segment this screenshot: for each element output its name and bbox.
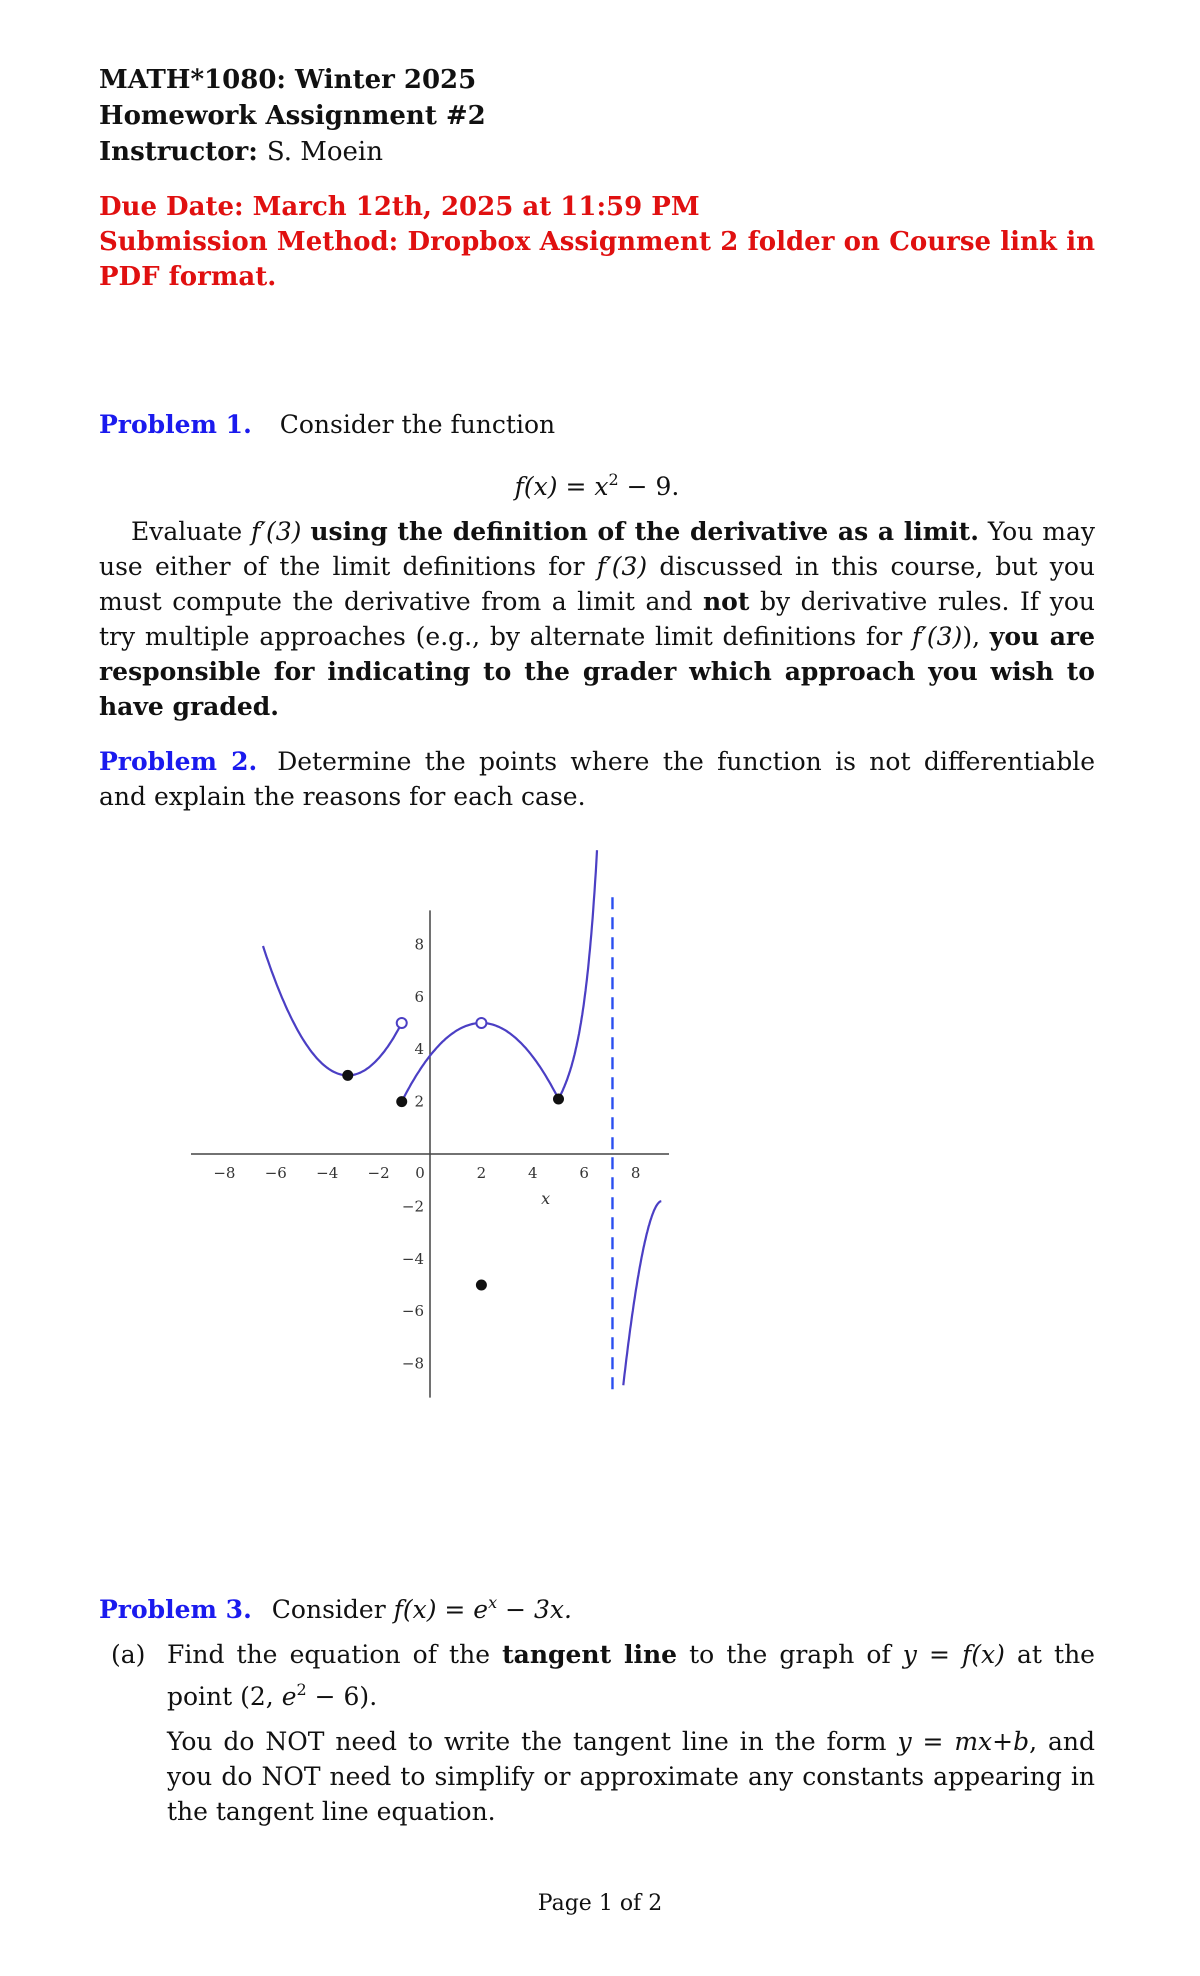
x-tick-label: 4 bbox=[528, 1164, 538, 1182]
problem-1-intro: Problem 1. Consider the function bbox=[99, 410, 556, 439]
submission-method: Submission Method: Dropbox Assignment 2 folder on Course link in PDF format. bbox=[99, 227, 1095, 292]
y-tick-label: −2 bbox=[401, 1197, 424, 1216]
open-point bbox=[476, 1018, 486, 1028]
part-a-note: You do NOT need to write the tangent line in the form y = mx+b, and you do NOT need to simplify or approximate any constants appearing in the tangent line equation. bbox=[167, 1727, 1095, 1826]
middle-hump-curve bbox=[402, 1023, 559, 1102]
problem-3-section bbox=[99, 1585, 1095, 1829]
x-tick-label: 2 bbox=[476, 1164, 487, 1182]
x-tick-label: −8 bbox=[213, 1164, 236, 1182]
y-tick-label: −6 bbox=[401, 1302, 424, 1321]
instructor-name: S. Moein bbox=[266, 137, 383, 167]
closed-point bbox=[554, 1094, 564, 1104]
y-tick-label: −8 bbox=[401, 1354, 424, 1373]
problem-3-title: Problem 3. bbox=[99, 1595, 252, 1624]
x-tick-label: 8 bbox=[630, 1164, 641, 1182]
x-tick-label: 6 bbox=[579, 1164, 589, 1182]
problem-2-title: Problem 2. bbox=[99, 747, 258, 776]
closed-point bbox=[397, 1097, 407, 1107]
instructor-line bbox=[99, 134, 1095, 170]
problem-1-equation: $f(x) = x^2 - 9$. bbox=[514, 470, 680, 501]
x-axis-label: x bbox=[541, 1189, 551, 1208]
open-point bbox=[397, 1018, 407, 1028]
y-tick-label: 2 bbox=[414, 1092, 424, 1111]
problem-3-part-a bbox=[99, 1637, 1095, 1829]
function-graph bbox=[213, 870, 860, 1490]
closed-point bbox=[343, 1070, 353, 1080]
problem-3-intro: Problem 3. Consider $f(x) = e^x - 3x$. bbox=[99, 1593, 572, 1624]
assignment-title: Homework Assignment #2 bbox=[99, 101, 486, 131]
problem-1-body: Evaluate f′(3) using the definition of the derivative as a limit. You may use either of the limit definitions for f′(3) discussed in this course, but you must compute the derivative from a limit and not by derivative rules. If you try multiple approaches (e.g., by alternate limit definitions for f′(3)), you are responsible for indicating to the grader which approach you wish to have graded. bbox=[99, 517, 1095, 721]
problem-1-title: Problem 1. bbox=[99, 410, 252, 439]
closed-point bbox=[476, 1280, 486, 1290]
y-tick-label: 4 bbox=[414, 1040, 424, 1059]
instructor-label: Instructor: bbox=[99, 137, 258, 167]
y-tick-label: 8 bbox=[414, 935, 424, 954]
problem-2-text: Problem 2. Determine the points where the function is not differentiable and explain the reasons for each case. bbox=[99, 747, 1095, 811]
y-tick-label: 6 bbox=[414, 987, 424, 1006]
x-tick-label: 0 bbox=[415, 1164, 425, 1182]
page-footer: Page 1 of 2 bbox=[537, 1891, 663, 1916]
part-a-label: (a) bbox=[111, 1640, 146, 1669]
y-tick-label: −4 bbox=[401, 1249, 424, 1268]
course-title: MATH*1080: Winter 2025 bbox=[99, 65, 477, 95]
right-rising-curve bbox=[559, 850, 598, 1099]
due-date: Due Date: March 12th, 2025 at 11:59 PM bbox=[99, 192, 700, 222]
x-tick-label: −2 bbox=[367, 1164, 390, 1182]
x-tick-label: −6 bbox=[264, 1164, 287, 1182]
left-parabola-curve bbox=[263, 946, 402, 1075]
x-tick-label: −4 bbox=[316, 1164, 339, 1182]
part-a-question: Find the equation of the tangent line to the graph of y = f(x) at the point (2, $e^2 - 6$). bbox=[167, 1640, 1095, 1711]
document-page bbox=[99, 62, 1095, 814]
far-right-branch-curve bbox=[623, 1201, 661, 1385]
